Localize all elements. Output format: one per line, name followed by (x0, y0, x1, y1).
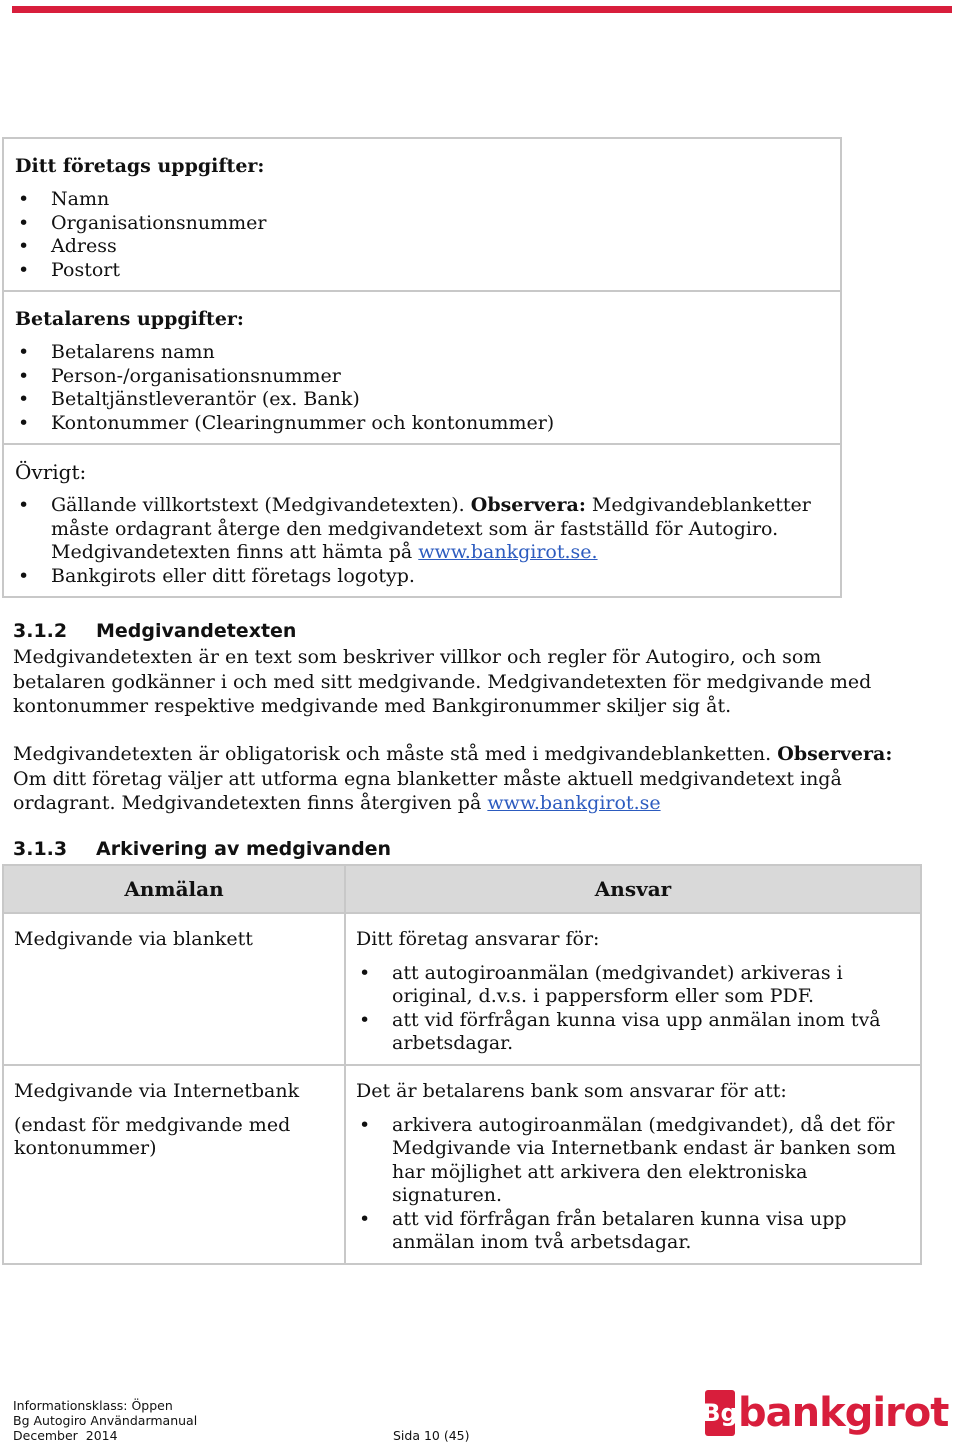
list-item: • Bankgirots eller ditt företags logotyp. (15, 565, 830, 589)
page-number: Sida 10 (45) (393, 1428, 470, 1443)
table-cell-anmalan (3, 1065, 345, 1264)
cell-list (356, 1114, 910, 1255)
info-class: Informationsklass: Öppen (13, 1398, 173, 1413)
list-item: • att vid förfrågan kunna visa upp anmälan inom två arbetsdagar. (356, 1009, 910, 1056)
payer-section-title: Betalarens uppgifter: (15, 308, 244, 330)
payer-list (15, 341, 830, 435)
bankgirot-link[interactable]: www.bankgirot.se. (418, 541, 598, 563)
section-title: Arkivering av medgivanden (96, 838, 392, 860)
section-heading-313 (13, 838, 391, 860)
paragraph-2-text: Medgivandetexten är obligatorisk och måste stå med i medgivandeblanketten. (13, 743, 772, 765)
list-item: • arkivera autogiroanmälan (medgivandet), då det för Medgivande via Internetbank endast är banken som har möjlighet att arkivera den elektroniska signaturen. (356, 1114, 910, 1208)
section-title: Medgivandetexten (96, 620, 297, 642)
list-item: • Organisationsnummer (15, 212, 830, 236)
list-item: • Adress (15, 235, 830, 259)
cell-text: Medgivande via Internetbank (14, 1080, 300, 1102)
section-heading-312 (13, 620, 296, 642)
bankgirot-link[interactable]: www.bankgirot.se (487, 792, 661, 814)
table-cell-ansvar (345, 913, 921, 1065)
footer-date: December 2014 (13, 1428, 118, 1443)
observera-label: Observera: (777, 743, 893, 765)
other-section (4, 443, 840, 596)
cell-text: Medgivande via blankett (14, 928, 253, 950)
logo-wordmark: bankgirot (738, 1390, 949, 1436)
paragraph-1: Medgivandetexten är en text som beskriver villkor och regler för Autogiro, och som betalaren godkänner i och med sitt medgivande. Medgivandetexten för medgivande med kontonummer respektive medgivande med Bankgironummer skiljer sig åt. (13, 646, 872, 717)
cell-note: (endast för medgivande med kontonummer) (14, 1113, 291, 1159)
list-item: • att vid förfrågan från betalaren kunna visa upp anmälan inom två arbetsdagar. (356, 1208, 910, 1255)
table-cell-ansvar (345, 1065, 921, 1264)
list-item: • Postort (15, 259, 830, 283)
section-number: 3.1.2 (13, 620, 68, 642)
company-list (15, 188, 830, 282)
bankgirot-logo (702, 1390, 949, 1436)
list-item (15, 494, 830, 565)
payer-section (4, 290, 840, 443)
paragraph-2 (13, 742, 903, 816)
table-row (3, 913, 921, 1065)
list-item: • Kontonummer (Clearingnummer och kontonummer) (15, 412, 830, 436)
other-section-title: Övrigt: (15, 460, 87, 484)
list-item: • Betalarens namn (15, 341, 830, 365)
list-item: • att autogiroanmälan (medgivandet) arkiveras i original, d.v.s. i pappersform eller som PDF. (356, 962, 910, 1009)
column-header-anmalan: Anmälan (3, 865, 345, 913)
paragraph-2-text-cont: Om ditt företag väljer att utforma egna blanketter måste aktuell medgivandetext ingå ordagrant. Medgivandetexten finns återgiven på (13, 767, 842, 814)
bg-logo-icon: Bg (705, 1390, 735, 1436)
table-header-row (3, 865, 921, 913)
cell-intro: Det är betalarens bank som ansvarar för att: (356, 1080, 787, 1102)
cell-list (356, 962, 910, 1056)
company-section (4, 139, 840, 290)
top-brand-bar (12, 6, 952, 13)
other-list (15, 494, 830, 588)
other-item1-text-cont: Medgivandeblanketter måste ordagrant återge den medgivandetext som är fastställd för Autogiro. Medgivandetexten finns att hämta på (51, 494, 811, 563)
company-section-title: Ditt företags uppgifter: (15, 155, 265, 177)
list-item: • Namn (15, 188, 830, 212)
column-header-ansvar: Ansvar (345, 865, 921, 913)
cell-intro: Ditt företag ansvarar för: (356, 928, 600, 950)
list-item: • Person-/organisationsnummer (15, 365, 830, 389)
table-row (3, 1065, 921, 1264)
requirements-box (2, 137, 842, 598)
page-footer (13, 1398, 470, 1443)
other-item1-text: Gällande villkortstext (Medgivandetexten). (51, 494, 465, 516)
section-number: 3.1.3 (13, 838, 68, 860)
archive-table (2, 864, 922, 1265)
list-item: • Betaltjänstleverantör (ex. Bank) (15, 388, 830, 412)
manual-name: Bg Autogiro Användarmanual (13, 1413, 198, 1428)
observera-label: Observera: (470, 494, 586, 516)
table-cell-anmalan (3, 913, 345, 1065)
